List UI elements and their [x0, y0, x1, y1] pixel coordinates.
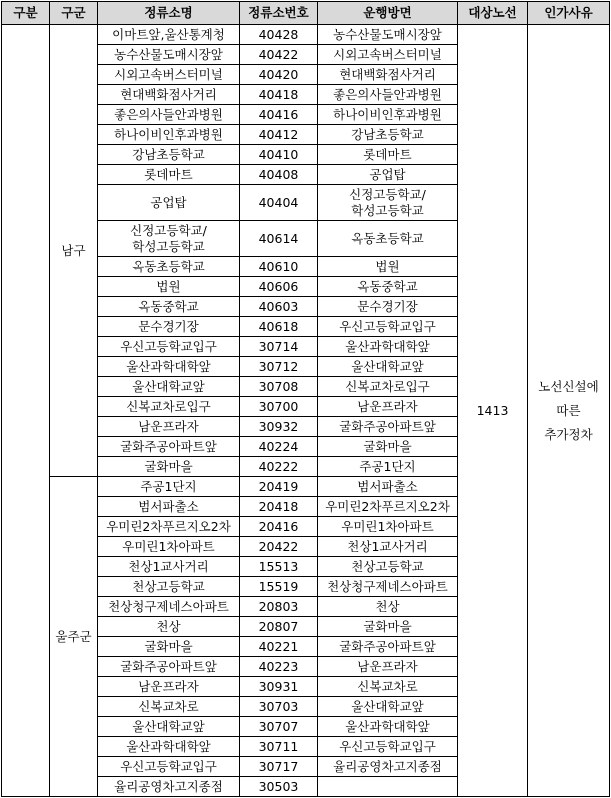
- stop-name-cell: [98, 477, 240, 497]
- direction-cell: [318, 457, 458, 477]
- direction-cell: [318, 257, 458, 277]
- route-stop-table: [1, 1, 610, 797]
- direction-cell-text: 남운프라자: [357, 658, 418, 674]
- stop-name-cell-text: 이마트앞,울산통계청: [112, 26, 225, 42]
- direction-cell: [318, 537, 458, 557]
- stop-number-cell: [240, 777, 318, 797]
- direction-cell-text: 주공1단지: [359, 458, 416, 474]
- stop-name-cell: [98, 125, 240, 145]
- gubun-cell: [2, 25, 50, 797]
- direction-cell: [318, 277, 458, 297]
- stop-name-cell-text: 굴화주공아파트앞: [120, 438, 217, 454]
- route-cell: [458, 25, 528, 797]
- direction-cell: [318, 717, 458, 737]
- stop-name-cell: [98, 317, 240, 337]
- stop-number-cell: [240, 397, 318, 417]
- stop-name-cell: [98, 337, 240, 357]
- stop-number-cell: [240, 257, 318, 277]
- stop-number-cell-text: 40603: [258, 298, 299, 314]
- stop-number-cell: [240, 377, 318, 397]
- stop-name-cell-text: 울산과학대학앞: [126, 358, 211, 374]
- stop-name-cell: [98, 105, 240, 125]
- direction-cell-text: 우신고등학교입구: [339, 318, 436, 334]
- direction-cell: [318, 317, 458, 337]
- stop-name-cell-text: 굴화주공아파트앞: [120, 658, 217, 674]
- direction-cell-text: 신정고등학교/ 학성고등학교: [349, 186, 426, 218]
- direction-cell: [318, 221, 458, 257]
- stop-number-cell-text: 15513: [258, 558, 299, 574]
- stop-number-cell: [240, 677, 318, 697]
- stop-name-cell-text: 울산대학교앞: [132, 378, 205, 394]
- stop-name-cell-text: 신정고등학교/ 학성고등학교: [130, 222, 207, 254]
- stop-name-cell-text: 남운프라자: [138, 678, 199, 694]
- stop-number-cell-text: 30932: [258, 418, 299, 434]
- stop-number-cell: [240, 357, 318, 377]
- stop-name-cell: [98, 557, 240, 577]
- stop-name-cell: [98, 677, 240, 697]
- stop-name-cell-text: 율리공영차고지종점: [114, 778, 223, 794]
- stop-number-cell-text: 40416: [258, 106, 299, 122]
- reason-cell: [528, 25, 610, 797]
- stop-number-cell-text: 30712: [258, 358, 299, 374]
- direction-cell-text: 시외고속버스터미널: [333, 46, 442, 62]
- gugun-cell-ulju-text: 울주군: [55, 628, 92, 644]
- direction-cell-text: 굴화주공아파트앞: [339, 638, 436, 654]
- direction-cell-text: 공업탑: [369, 166, 406, 182]
- route-cell-text: 1413: [476, 402, 509, 418]
- stop-name-cell: [98, 221, 240, 257]
- direction-cell: [318, 377, 458, 397]
- stop-number-cell-text: 40221: [258, 638, 299, 654]
- stop-number-cell-text: 30503: [258, 778, 299, 794]
- header-stop-name: 정류소명: [98, 2, 240, 25]
- stop-name-cell-text: 울산대학교앞: [132, 718, 205, 734]
- stop-name-cell: [98, 497, 240, 517]
- stop-name-cell-text: 롯데마트: [144, 166, 193, 182]
- direction-cell-text: 롯데마트: [363, 146, 412, 162]
- stop-name-cell-text: 신복교차로입구: [126, 398, 211, 414]
- direction-cell-text: 천상청구제네스아파트: [327, 578, 448, 594]
- direction-cell: [318, 477, 458, 497]
- direction-cell: [318, 577, 458, 597]
- stop-number-cell-text: 40618: [258, 318, 299, 334]
- stop-name-cell-text: 남운프라자: [138, 418, 199, 434]
- direction-cell-text: 강남초등학교: [351, 126, 424, 142]
- stop-number-cell: [240, 297, 318, 317]
- direction-cell: [318, 125, 458, 145]
- direction-cell: [318, 85, 458, 105]
- stop-name-cell: [98, 597, 240, 617]
- header-row: [2, 2, 610, 25]
- header-direction: 운행방면: [318, 2, 458, 25]
- stop-name-cell-text: 현대백화점사거리: [120, 86, 217, 102]
- stop-name-cell-text: 농수산물도매시장앞: [114, 46, 223, 62]
- direction-cell-text: 신복교차로: [357, 678, 418, 694]
- table-body: [2, 25, 610, 797]
- stop-number-cell: [240, 457, 318, 477]
- direction-cell-text: 울산과학대학앞: [345, 718, 430, 734]
- header-gubun: 구분: [2, 2, 50, 25]
- direction-cell-text: 울산과학대학앞: [345, 338, 430, 354]
- stop-name-cell-text: 옥동중학교: [138, 298, 199, 314]
- direction-cell: [318, 637, 458, 657]
- direction-cell-text: 울산대학교앞: [351, 358, 424, 374]
- stop-number-cell-text: 40224: [258, 438, 299, 454]
- stop-number-cell-text: 30700: [258, 398, 299, 414]
- direction-cell-text: 굴화주공아파트앞: [339, 418, 436, 434]
- stop-number-cell-text: 30711: [258, 738, 299, 754]
- direction-cell-text: 울산대학교앞: [351, 698, 424, 714]
- stop-number-cell: [240, 697, 318, 717]
- stop-name-cell: [98, 145, 240, 165]
- stop-name-cell-text: 천상: [156, 618, 181, 634]
- stop-name-cell-text: 주공1단지: [140, 478, 197, 494]
- gugun-cell-ulju: [50, 477, 98, 797]
- stop-number-cell: [240, 25, 318, 45]
- stop-name-cell: [98, 737, 240, 757]
- direction-cell: [318, 777, 458, 797]
- stop-name-cell: [98, 717, 240, 737]
- stop-number-cell-text: 40418: [258, 86, 299, 102]
- direction-cell: [318, 397, 458, 417]
- stop-number-cell-text: 40614: [258, 230, 299, 246]
- stop-name-cell: [98, 25, 240, 45]
- direction-cell-text: 문수경기장: [357, 298, 418, 314]
- stop-name-cell: [98, 537, 240, 557]
- stop-number-cell-text: 20419: [258, 478, 299, 494]
- stop-number-cell: [240, 537, 318, 557]
- stop-number-cell: [240, 497, 318, 517]
- stop-name-cell-text: 하나이비인후과병원: [114, 126, 223, 142]
- stop-number-cell-text: 40422: [258, 46, 299, 62]
- stop-name-cell-text: 문수경기장: [138, 318, 199, 334]
- direction-cell-text: 하나이비인후과병원: [333, 106, 442, 122]
- direction-cell: [318, 185, 458, 221]
- stop-name-cell-text: 좋은의사들안과병원: [114, 106, 223, 122]
- stop-number-cell-text: 15519: [258, 578, 299, 594]
- stop-number-cell-text: 30703: [258, 698, 299, 714]
- direction-cell: [318, 105, 458, 125]
- direction-cell: [318, 697, 458, 717]
- stop-name-cell: [98, 397, 240, 417]
- stop-name-cell-text: 우신고등학교입구: [120, 758, 217, 774]
- direction-cell-text: 우미린1차아파트: [341, 518, 434, 534]
- stop-number-cell: [240, 477, 318, 497]
- stop-name-cell-text: 울산과학대학앞: [126, 738, 211, 754]
- direction-cell: [318, 617, 458, 637]
- stop-name-cell-text: 신복교차로: [138, 698, 199, 714]
- gugun-cell-nam-text: 남구: [61, 242, 86, 258]
- stop-name-cell-text: 공업탑: [150, 194, 187, 210]
- stop-name-cell: [98, 457, 240, 477]
- direction-cell: [318, 497, 458, 517]
- direction-cell: [318, 597, 458, 617]
- reason-cell-text: 노선신설에 따른 추가정차: [538, 378, 599, 442]
- stop-number-cell: [240, 417, 318, 437]
- stop-name-cell: [98, 357, 240, 377]
- stop-number-cell: [240, 617, 318, 637]
- direction-cell-text: 천상고등학교: [351, 558, 424, 574]
- stop-name-cell: [98, 165, 240, 185]
- stop-name-cell: [98, 517, 240, 537]
- direction-cell: [318, 677, 458, 697]
- stop-number-cell: [240, 437, 318, 457]
- direction-cell-text: 율리공영차고지종점: [333, 758, 442, 774]
- direction-cell: [318, 557, 458, 577]
- stop-name-cell: [98, 617, 240, 637]
- stop-name-cell-text: 천상1교사거리: [128, 558, 209, 574]
- direction-cell: [318, 65, 458, 85]
- stop-number-cell-text: 30717: [258, 758, 299, 774]
- direction-cell: [318, 757, 458, 777]
- direction-cell-text: 옥동중학교: [357, 278, 418, 294]
- stop-number-cell: [240, 317, 318, 337]
- stop-number-cell: [240, 65, 318, 85]
- stop-name-cell: [98, 657, 240, 677]
- header-gugun: 구군: [50, 2, 98, 25]
- stop-name-cell: [98, 85, 240, 105]
- stop-name-cell-text: 천상고등학교: [132, 578, 205, 594]
- stop-number-cell-text: 30708: [258, 378, 299, 394]
- stop-number-cell: [240, 517, 318, 537]
- direction-cell: [318, 417, 458, 437]
- direction-cell: [318, 517, 458, 537]
- stop-number-cell: [240, 105, 318, 125]
- stop-name-cell-text: 천상청구제네스아파트: [108, 598, 229, 614]
- stop-name-cell: [98, 297, 240, 317]
- direction-cell: [318, 657, 458, 677]
- stop-number-cell: [240, 657, 318, 677]
- stop-name-cell-text: 범서파출소: [138, 498, 199, 514]
- stop-number-cell: [240, 637, 318, 657]
- stop-name-cell-text: 법원: [156, 278, 181, 294]
- stop-name-cell-text: 우미린2차푸르지오2차: [106, 518, 231, 534]
- stop-number-cell-text: 20416: [258, 518, 299, 534]
- direction-cell-text: 우신고등학교입구: [339, 738, 436, 754]
- stop-name-cell: [98, 277, 240, 297]
- header-stop-number: 정류소번호: [240, 2, 318, 25]
- stop-name-cell-text: 우미린1차아파트: [122, 538, 215, 554]
- direction-cell: [318, 25, 458, 45]
- stop-name-cell: [98, 577, 240, 597]
- stop-number-cell: [240, 185, 318, 221]
- stop-number-cell-text: 40610: [258, 258, 299, 274]
- stop-number-cell-text: 20422: [258, 538, 299, 554]
- stop-name-cell-text: 강남초등학교: [132, 146, 205, 162]
- direction-cell: [318, 145, 458, 165]
- direction-cell-text: 범서파출소: [357, 478, 418, 494]
- direction-cell: [318, 337, 458, 357]
- direction-cell: [318, 437, 458, 457]
- header-route: 대상노선: [458, 2, 528, 25]
- stop-number-cell: [240, 85, 318, 105]
- direction-cell: [318, 45, 458, 65]
- direction-cell-text: 옥동초등학교: [351, 230, 424, 246]
- gugun-cell-nam: [50, 25, 98, 477]
- direction-cell: [318, 297, 458, 317]
- stop-number-cell-text: 30707: [258, 718, 299, 734]
- direction-cell-text: 굴화마을: [363, 618, 412, 634]
- stop-number-cell-text: 40420: [258, 66, 299, 82]
- stop-number-cell: [240, 165, 318, 185]
- stop-number-cell: [240, 145, 318, 165]
- direction-cell: [318, 165, 458, 185]
- stop-name-cell: [98, 697, 240, 717]
- stop-number-cell: [240, 45, 318, 65]
- stop-number-cell-text: 40222: [258, 458, 299, 474]
- stop-number-cell-text: 40408: [258, 166, 299, 182]
- stop-name-cell-text: 우신고등학교입구: [120, 338, 217, 354]
- stop-number-cell-text: 20418: [258, 498, 299, 514]
- direction-cell-text: 남운프라자: [357, 398, 418, 414]
- direction-cell-text: 천상: [375, 598, 400, 614]
- stop-name-cell-text: 굴화마을: [144, 638, 193, 654]
- stop-number-cell: [240, 577, 318, 597]
- stop-number-cell: [240, 557, 318, 577]
- stop-number-cell-text: 20803: [258, 598, 299, 614]
- stop-number-cell: [240, 757, 318, 777]
- direction-cell-text: 천상1교사거리: [347, 538, 428, 554]
- stop-number-cell-text: 40404: [258, 194, 299, 210]
- stop-number-cell-text: 40606: [258, 278, 299, 294]
- direction-cell-text: 농수산물도매시장앞: [333, 26, 442, 42]
- stop-number-cell-text: 40428: [258, 26, 299, 42]
- stop-name-cell: [98, 637, 240, 657]
- stop-number-cell-text: 30714: [258, 338, 299, 354]
- stop-number-cell: [240, 597, 318, 617]
- stop-name-cell: [98, 377, 240, 397]
- stop-number-cell-text: 20807: [258, 618, 299, 634]
- stop-number-cell: [240, 717, 318, 737]
- stop-number-cell: [240, 125, 318, 145]
- stop-number-cell: [240, 277, 318, 297]
- stop-name-cell: [98, 65, 240, 85]
- direction-cell-text: 좋은의사들안과병원: [333, 86, 442, 102]
- stop-number-cell-text: 40223: [258, 658, 299, 674]
- stop-name-cell-text: 옥동초등학교: [132, 258, 205, 274]
- stop-number-cell-text: 30931: [258, 678, 299, 694]
- stop-name-cell: [98, 45, 240, 65]
- stop-name-cell-text: 시외고속버스터미널: [114, 66, 223, 82]
- stop-name-cell: [98, 777, 240, 797]
- stop-name-cell: [98, 185, 240, 221]
- direction-cell-text: 법원: [375, 258, 400, 274]
- stop-name-cell-text: 굴화마을: [144, 458, 193, 474]
- header-reason: 인가사유: [528, 2, 610, 25]
- stop-name-cell: [98, 757, 240, 777]
- direction-cell-text: 현대백화점사거리: [339, 66, 436, 82]
- stop-number-cell: [240, 221, 318, 257]
- direction-cell-text: 신복교차로입구: [345, 378, 430, 394]
- stop-name-cell: [98, 417, 240, 437]
- stop-number-cell-text: 40412: [258, 126, 299, 142]
- stop-number-cell: [240, 737, 318, 757]
- stop-number-cell-text: 40410: [258, 146, 299, 162]
- direction-cell: [318, 357, 458, 377]
- stop-number-cell: [240, 337, 318, 357]
- stop-name-cell: [98, 437, 240, 457]
- table-row: [2, 25, 610, 45]
- direction-cell-text: 우미린2차푸르지오2차: [325, 498, 450, 514]
- direction-cell-text: 굴화마을: [363, 438, 412, 454]
- direction-cell: [318, 737, 458, 757]
- stop-name-cell: [98, 257, 240, 277]
